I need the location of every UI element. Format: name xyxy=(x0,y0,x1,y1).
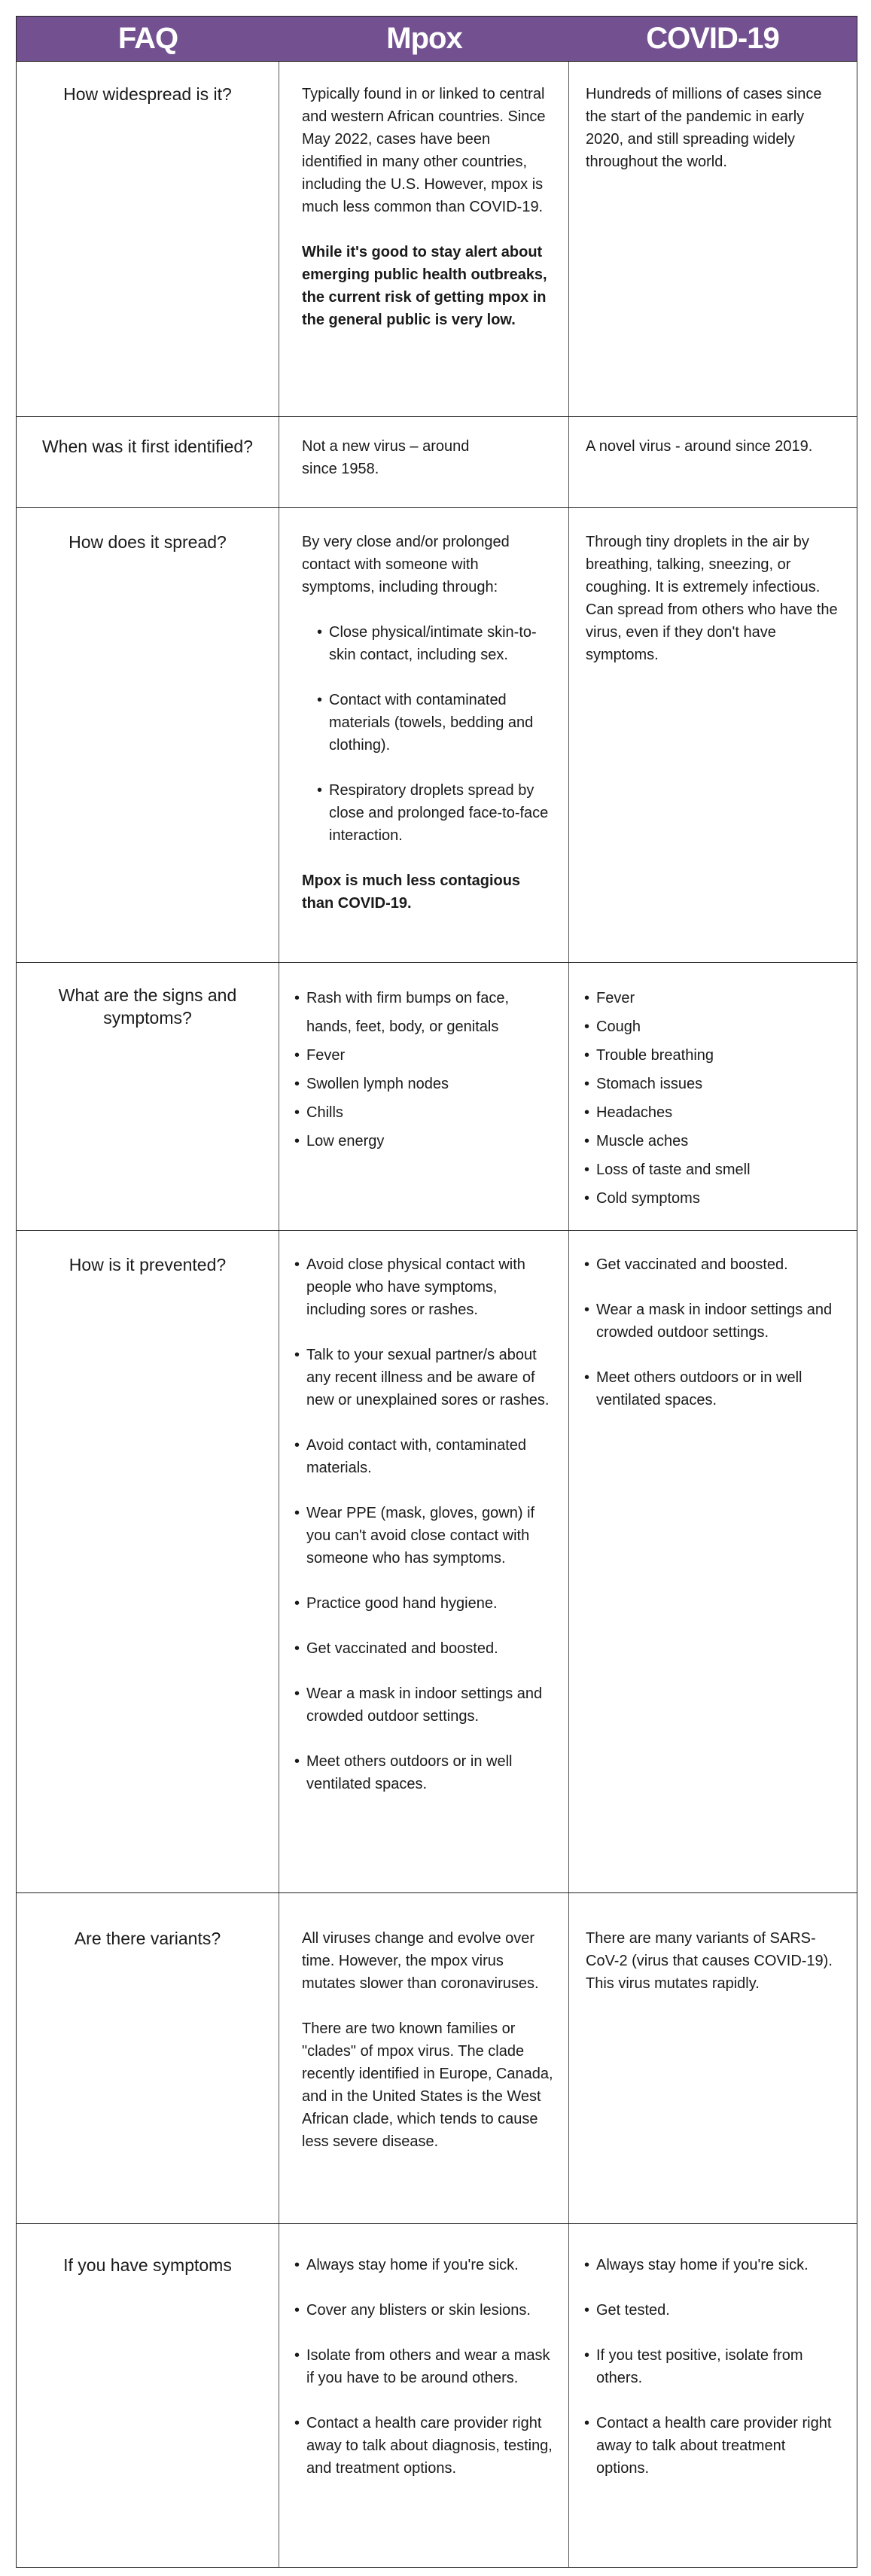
header-covid: COVID-19 xyxy=(646,22,779,55)
list-item: • Get vaccinated and boosted. xyxy=(293,1637,553,1660)
list-item: • Wear a mask in indoor settings and crowded outdoor settings. xyxy=(583,1299,841,1344)
question: What are the signs and symptoms? xyxy=(17,963,279,1230)
bullet-list xyxy=(293,984,553,1156)
list-item: • Practice good hand hygiene. xyxy=(293,1592,553,1615)
header-faq: FAQ xyxy=(117,22,178,55)
list-item: • Trouble breathing xyxy=(583,1041,841,1070)
question: How widespread is it? xyxy=(17,62,279,416)
bullet-list xyxy=(583,984,841,1213)
table-row xyxy=(17,417,857,508)
mpox-answer xyxy=(279,62,569,416)
list-item: • Isolate from others and wear a mask if you have to be around others. xyxy=(293,2344,553,2389)
covid-answer: A novel virus - around since 2019. xyxy=(586,438,813,455)
table-row xyxy=(17,1893,857,2224)
list-item: • Chills xyxy=(293,1098,553,1127)
mpox-answer xyxy=(279,2224,569,2567)
covid-answer xyxy=(569,1231,856,1892)
list-item: • Meet others outdoors or in well ventilated spaces. xyxy=(293,1750,553,1795)
list-item: • Headaches xyxy=(583,1098,841,1127)
table-header xyxy=(17,17,857,62)
bullet-list xyxy=(583,1253,841,1411)
question: If you have symptoms xyxy=(17,2224,279,2567)
list-item: • Cough xyxy=(583,1012,841,1041)
list-item: • Muscle aches xyxy=(583,1127,841,1156)
mpox-answer: Not a new virus – around since 1958. xyxy=(279,417,569,507)
answer-bold: Mpox is much less contagious than COVID-19. xyxy=(302,872,521,912)
header-mpox: Mpox xyxy=(386,22,462,55)
mpox-answer xyxy=(279,508,569,962)
bullet-list xyxy=(302,621,553,847)
faq-comparison-table xyxy=(16,16,857,2568)
list-item: • Get tested. xyxy=(583,2299,841,2322)
answer-text: By very close and/or prolonged contact with someone with symptoms, including through: xyxy=(302,534,510,595)
question: When was it first identified? xyxy=(17,417,279,507)
list-item: • Cold symptoms xyxy=(583,1184,841,1213)
table-row xyxy=(17,62,857,417)
list-item: • If you test positive, isolate from others. xyxy=(583,2344,841,2389)
bullet-list xyxy=(293,1253,553,1795)
table-row xyxy=(17,1231,857,1893)
list-item: • Close physical/intimate skin-to-skin contact, including sex. xyxy=(315,621,553,666)
list-item: • Talk to your sexual partner/s about any recent illness and be aware of new or unexplained sores or rashes. xyxy=(293,1344,553,1411)
list-item: • Meet others outdoors or in well ventilated spaces. xyxy=(583,1366,841,1411)
question: How does it spread? xyxy=(17,508,279,962)
list-item: • Rash with firm bumps on face, hands, feet, body, or genitals xyxy=(293,984,553,1041)
bullet-list xyxy=(583,2254,841,2480)
list-item: • Swollen lymph nodes xyxy=(293,1070,553,1098)
list-item: • Avoid close physical contact with people who have symptoms, including sores or rashes. xyxy=(293,1253,553,1321)
mpox-answer xyxy=(279,963,569,1230)
list-item: • Contact with contaminated materials (towels, bedding and clothing). xyxy=(315,689,553,757)
answer-text: Typically found in or linked to central and western African countries. Since May 2022, cases have been identified in many other countries, including the U.S. However, mpox is much less common than COVID-19. xyxy=(302,86,546,215)
list-item: • Respiratory droplets spread by close and prolonged face-to-face interaction. xyxy=(315,779,553,847)
covid-answer: Through tiny droplets in the air by breathing, talking, sneezing, or coughing. It is extremely infectious. Can spread from others who have the virus, even if they don't have symptoms. xyxy=(586,534,838,663)
list-item: • Cover any blisters or skin lesions. xyxy=(293,2299,553,2322)
covid-answer: There are many variants of SARS-CoV-2 (virus that causes COVID-19). This virus mutates rapidly. xyxy=(586,1930,833,1992)
list-item: • Fever xyxy=(583,984,841,1012)
list-item: • Avoid contact with, contaminated materials. xyxy=(293,1434,553,1479)
list-item: • Contact a health care provider right away to talk about treatment options. xyxy=(583,2412,841,2480)
answer-bold: While it's good to stay alert about emerging public health outbreaks, the current risk of getting mpox in the general public is very low. xyxy=(302,244,547,328)
list-item: • Stomach issues xyxy=(583,1070,841,1098)
answer-text: There are two known families or "clades" of mpox virus. The clade recently identified in Europe, Canada, and in the United States is the West African clade, which tends to cause less severe disease. xyxy=(302,2020,553,2150)
list-item: • Wear PPE (mask, gloves, gown) if you can't avoid close contact with someone who has symptoms. xyxy=(293,1502,553,1570)
list-item: • Loss of taste and smell xyxy=(583,1156,841,1184)
list-item: • Contact a health care provider right away to talk about diagnosis, testing, and treatment options. xyxy=(293,2412,553,2480)
covid-answer: Hundreds of millions of cases since the start of the pandemic in early 2020, and still spreading widely throughout the world. xyxy=(586,86,822,170)
mpox-answer xyxy=(279,1893,569,2223)
bullet-list xyxy=(293,2254,553,2480)
list-item: • Low energy xyxy=(293,1127,553,1156)
list-item: • Wear a mask in indoor settings and crowded outdoor settings. xyxy=(293,1682,553,1728)
list-item: • Always stay home if you're sick. xyxy=(293,2254,553,2276)
answer-text: All viruses change and evolve over time. However, the mpox virus mutates slower than coronaviruses. xyxy=(302,1930,539,1992)
table-row xyxy=(17,2224,857,2567)
list-item: • Always stay home if you're sick. xyxy=(583,2254,841,2276)
mpox-answer xyxy=(279,1231,569,1892)
covid-answer xyxy=(569,963,856,1230)
table-row xyxy=(17,963,857,1231)
question: Are there variants? xyxy=(17,1893,279,2223)
list-item: • Get vaccinated and boosted. xyxy=(583,1253,841,1276)
table-row xyxy=(17,508,857,963)
list-item: • Fever xyxy=(293,1041,553,1070)
question: How is it prevented? xyxy=(17,1231,279,1892)
covid-answer xyxy=(569,2224,856,2567)
